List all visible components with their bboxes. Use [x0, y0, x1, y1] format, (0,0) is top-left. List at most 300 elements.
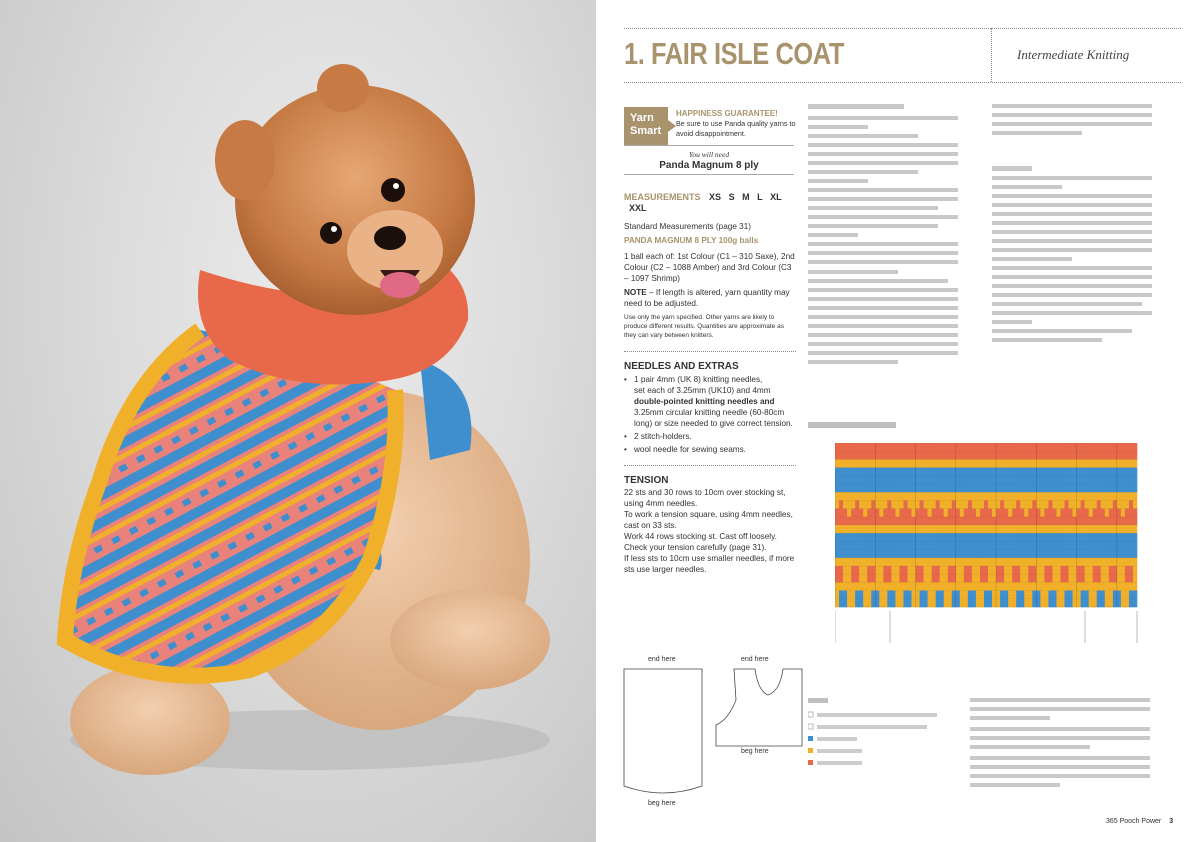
chart-cell: [1073, 525, 1077, 534]
chart-cell: [1097, 550, 1101, 559]
chart-cell: [1121, 591, 1125, 600]
chart-cell: [952, 566, 956, 575]
chart-cell: [1109, 574, 1113, 583]
chart-cell: [1101, 574, 1105, 583]
chart-cell: [1048, 599, 1052, 608]
chart-cell: [988, 582, 992, 591]
chart-cell: [1032, 451, 1036, 460]
chart-cell: [916, 558, 920, 567]
chart-cell: [992, 509, 996, 517]
chart-cell: [976, 533, 980, 542]
chart-cell: [1052, 476, 1056, 485]
chart-cell: [1097, 525, 1101, 534]
chart-cell: [1117, 533, 1121, 542]
chart-cell: [1121, 443, 1125, 452]
chart-cell: [1073, 558, 1077, 567]
chart-cell: [843, 591, 847, 600]
chart-cell: [960, 476, 964, 485]
chart-cell: [1089, 517, 1093, 526]
chart-cell: [1036, 574, 1040, 583]
chart-cell: [1069, 509, 1073, 517]
chart-cell: [1065, 443, 1069, 452]
chart-cell: [1073, 591, 1077, 600]
chart-cell: [920, 541, 924, 550]
chart-cell: [964, 566, 968, 575]
chart-cell: [912, 509, 916, 517]
chart-cell: [891, 492, 895, 501]
chart-cell: [1004, 517, 1008, 526]
chart-cell: [996, 582, 1000, 591]
chart-cell: [867, 533, 871, 542]
chart-cell: [1065, 484, 1069, 493]
chart-cell: [1129, 574, 1133, 583]
chart-cell: [903, 500, 907, 509]
chart-cell: [879, 550, 883, 559]
chart-cell: [924, 566, 928, 575]
chart-cell: [1101, 484, 1105, 493]
chart-cell: [948, 582, 952, 591]
chart-cell: [1040, 541, 1044, 550]
chart-cell: [940, 566, 944, 575]
chart-cell: [960, 533, 964, 542]
chart-cell: [936, 517, 940, 526]
chart-cell: [1040, 574, 1044, 583]
chart-cell: [1081, 517, 1085, 526]
chart-cell: [952, 451, 956, 460]
chart-cell: [1032, 509, 1036, 517]
chart-cell: [1073, 509, 1077, 517]
chart-cell: [1077, 484, 1081, 493]
chart-cell: [855, 541, 859, 550]
chart-cell: [1060, 468, 1064, 477]
chart-cell: [980, 476, 984, 485]
chart-cell: [863, 484, 867, 493]
chart-cell: [928, 476, 932, 485]
chart-cell: [1109, 476, 1113, 485]
chart-cell: [1060, 509, 1064, 517]
chart-cell: [1113, 582, 1117, 591]
note-label: NOTE: [624, 288, 647, 297]
chart-cell: [871, 525, 875, 534]
chart-cell: [1093, 533, 1097, 542]
chart-cell: [859, 574, 863, 583]
chart-cell: [851, 574, 855, 583]
chart-cell: [952, 500, 956, 509]
needle-item-1-bold: double-pointed knitting needles and: [634, 397, 775, 406]
chart-cell: [916, 541, 920, 550]
chart-cell: [1117, 541, 1121, 550]
chart-cell: [996, 459, 1000, 468]
chart-cell: [1052, 599, 1056, 608]
chart-cell: [891, 591, 895, 600]
chart-cell: [928, 451, 932, 460]
chart-cell: [972, 550, 976, 559]
chart-cell: [839, 582, 843, 591]
chart-cell: [863, 517, 867, 526]
chart-cell: [883, 509, 887, 517]
chart-cell: [1097, 468, 1101, 477]
chart-cell: [843, 574, 847, 583]
chart-cell: [859, 492, 863, 501]
chart-cell: [907, 476, 911, 485]
chart-cell: [976, 558, 980, 567]
chart-cell: [912, 525, 916, 534]
chart-cell: [1004, 550, 1008, 559]
chart-cell: [1117, 566, 1121, 575]
chart-cell: [1065, 574, 1069, 583]
chart-cell: [1056, 566, 1060, 575]
chart-key: [808, 698, 958, 778]
chart-cell: [895, 500, 899, 509]
chart-cell: [859, 517, 863, 526]
chart-cell: [992, 525, 996, 534]
pattern-title: 1. FAIR ISLE COAT: [624, 36, 844, 71]
chart-cell: [1101, 533, 1105, 542]
chart-cell: [1000, 558, 1004, 567]
chart-cell: [887, 468, 891, 477]
chart-cell: [1000, 591, 1004, 600]
chart-cell: [871, 517, 875, 526]
chart-cell: [899, 525, 903, 534]
chart-cell: [936, 443, 940, 452]
chart-cell: [944, 451, 948, 460]
chart-cell: [968, 443, 972, 452]
chart-cell: [920, 484, 924, 493]
chart-cell: [1040, 599, 1044, 608]
chart-cell: [928, 558, 932, 567]
chart-cell: [992, 484, 996, 493]
chart-cell: [960, 558, 964, 567]
chart-cell: [956, 492, 960, 501]
chart-cell: [879, 533, 883, 542]
chart-cell: [907, 541, 911, 550]
chart-cell: [895, 566, 899, 575]
chart-cell: [887, 443, 891, 452]
chart-cell: [1004, 443, 1008, 452]
chart-cell: [948, 525, 952, 534]
chart-cell: [907, 550, 911, 559]
chart-cell: [835, 582, 839, 591]
chart-cell: [903, 443, 907, 452]
chart-cell: [976, 443, 980, 452]
chart-cell: [863, 574, 867, 583]
chart-cell: [916, 451, 920, 460]
chart-cell: [944, 484, 948, 493]
chart-cell: [1020, 541, 1024, 550]
chart-cell: [1028, 443, 1032, 452]
chart-cell: [887, 558, 891, 567]
chart-cell: [1016, 533, 1020, 542]
chart-cell: [1052, 517, 1056, 526]
chart-cell: [1044, 533, 1048, 542]
yarn-smart-badge: [624, 107, 668, 145]
chart-cell: [867, 509, 871, 517]
chart-cell: [988, 558, 992, 567]
chart-cell: [1085, 459, 1089, 468]
chart-cell: [1012, 484, 1016, 493]
chart-cell: [895, 517, 899, 526]
chart-cell: [1016, 459, 1020, 468]
chart-cell: [879, 517, 883, 526]
chart-cell: [851, 459, 855, 468]
chart-cell: [1117, 582, 1121, 591]
chart-cell: [948, 459, 952, 468]
chart-cell: [891, 525, 895, 534]
chart-cell: [1028, 591, 1032, 600]
chart-cell: [855, 525, 859, 534]
chart-cell: [1109, 451, 1113, 460]
column-right-text: [992, 104, 1162, 374]
chart-cell: [1121, 500, 1125, 509]
chart-cell: [1069, 500, 1073, 509]
chart-cell: [1032, 443, 1036, 452]
chart-cell: [1085, 476, 1089, 485]
chart-cell: [1020, 517, 1024, 526]
chart-cell: [960, 492, 964, 501]
chart-cell: [972, 443, 976, 452]
chart-cell: [1048, 500, 1052, 509]
chart-cell: [835, 591, 839, 600]
chart-cell: [1133, 574, 1137, 583]
chart-cell: [924, 525, 928, 534]
chart-cell: [924, 443, 928, 452]
chart-cell: [1081, 558, 1085, 567]
chart-cell: [1056, 484, 1060, 493]
chart-cell: [1117, 558, 1121, 567]
chart-cell: [1065, 459, 1069, 468]
chart-cell: [1069, 550, 1073, 559]
chart-cell: [903, 476, 907, 485]
chart-cell: [887, 550, 891, 559]
title-rule: [624, 82, 1181, 83]
garment-schematic: [618, 650, 818, 820]
chart-cell: [1093, 492, 1097, 501]
chart-cell: [1081, 509, 1085, 517]
chart-cell: [984, 541, 988, 550]
chart-cell: [1129, 484, 1133, 493]
chart-cell: [1097, 500, 1101, 509]
chart-cell: [960, 574, 964, 583]
chart-cell: [899, 492, 903, 501]
chart-cell: [912, 468, 916, 477]
chart-cell: [992, 443, 996, 452]
page-footer: [1106, 818, 1173, 825]
chart-cell: [1012, 500, 1016, 509]
chart-cell: [1004, 558, 1008, 567]
chart-cell: [895, 451, 899, 460]
chart-cell: [980, 533, 984, 542]
chart-cell: [940, 500, 944, 509]
chart-cell: [936, 476, 940, 485]
chart-cell: [1117, 443, 1121, 452]
chart-cell: [1032, 582, 1036, 591]
chart-grid: [835, 443, 1137, 607]
chart-cell: [891, 599, 895, 608]
chart-cell: [956, 476, 960, 485]
chart-cell: [1117, 509, 1121, 517]
chart-cell: [855, 509, 859, 517]
chart-cell: [1052, 451, 1056, 460]
chart-cell: [1113, 591, 1117, 600]
chart-cell: [940, 558, 944, 567]
chart-cell: [1012, 525, 1016, 534]
chart-cell: [952, 443, 956, 452]
chart-cell: [1052, 574, 1056, 583]
chart-cell: [1016, 443, 1020, 452]
chart-cell: [1000, 443, 1004, 452]
chart-cell: [1044, 484, 1048, 493]
chart-cell: [992, 517, 996, 526]
chart-cell: [948, 591, 952, 600]
chart-cell: [1016, 591, 1020, 600]
chart-cell: [1048, 451, 1052, 460]
chart-cell: [1028, 492, 1032, 501]
chart-cell: [932, 451, 936, 460]
chart-cell: [1117, 492, 1121, 501]
chart-cell: [1065, 451, 1069, 460]
chart-cell: [883, 500, 887, 509]
needle-item-1c: 3.25mm circular knitting needle (60-80cm long) or size needed to give correct tension.: [634, 408, 793, 428]
chart-cell: [1036, 484, 1040, 493]
chart-cell: [887, 517, 891, 526]
chart-cell: [980, 517, 984, 526]
chart-cell: [851, 484, 855, 493]
chart-cell: [988, 459, 992, 468]
chart-cell: [899, 484, 903, 493]
chart-cell: [1044, 599, 1048, 608]
chart-cell: [899, 599, 903, 608]
chart-cell: [932, 484, 936, 493]
chart-cell: [952, 599, 956, 608]
chart-cell: [875, 582, 879, 591]
chart-cell: [1060, 492, 1064, 501]
chart-cell: [855, 484, 859, 493]
chart-cell: [1133, 468, 1137, 477]
key-swatch-c3: [808, 760, 813, 765]
chart-cell: [903, 517, 907, 526]
chart-cell: [928, 599, 932, 608]
chart-cell: [835, 558, 839, 567]
chart-cell: [1073, 541, 1077, 550]
chart-cell: [855, 533, 859, 542]
chart-cell: [1016, 541, 1020, 550]
chart-cell: [1036, 459, 1040, 468]
chart-cell: [992, 591, 996, 600]
chart-cell: [996, 500, 1000, 509]
chart-cell: [996, 558, 1000, 567]
chart-cell: [956, 459, 960, 468]
chart-cell: [1089, 459, 1093, 468]
chart-cell: [1065, 591, 1069, 600]
chart-cell: [1133, 484, 1137, 493]
chart-cell: [1129, 451, 1133, 460]
chart-cell: [851, 492, 855, 501]
chart-cell: [843, 459, 847, 468]
chart-cell: [903, 566, 907, 575]
chart-cell: [968, 558, 972, 567]
you-need-box: [624, 145, 794, 175]
chart-cell: [1129, 541, 1133, 550]
chart-cell: [879, 509, 883, 517]
chart-cell: [1085, 492, 1089, 501]
chart-cell: [1008, 451, 1012, 460]
size-xl: XL: [770, 192, 782, 202]
chart-cell: [1008, 541, 1012, 550]
chart-cell: [887, 582, 891, 591]
chart-cell: [1048, 525, 1052, 534]
chart-cell: [1085, 591, 1089, 600]
chart-cell: [1097, 492, 1101, 501]
chart-cell: [1129, 558, 1133, 567]
chart-cell: [1024, 484, 1028, 493]
chart-cell: [1113, 517, 1117, 526]
chart-cell: [924, 541, 928, 550]
chart-cell: [1004, 574, 1008, 583]
chart-cell: [956, 566, 960, 575]
chart-cell: [1093, 591, 1097, 600]
chart-cell: [847, 574, 851, 583]
chart-cell: [912, 517, 916, 526]
chart-cell: [1129, 566, 1133, 575]
chart-cell: [1129, 468, 1133, 477]
chart-cell: [847, 582, 851, 591]
chart-cell: [988, 599, 992, 608]
chart-cell: [1040, 468, 1044, 477]
chart-cell: [924, 509, 928, 517]
chart-cell: [1012, 443, 1016, 452]
chart-cell: [1044, 591, 1048, 600]
chart-cell: [1060, 599, 1064, 608]
chart-cell: [1089, 500, 1093, 509]
chart-cell: [851, 525, 855, 534]
chart-cell: [988, 509, 992, 517]
chart-cell: [984, 509, 988, 517]
chart-cell: [1125, 468, 1129, 477]
chart-cell: [1048, 582, 1052, 591]
chart-cell: [1089, 443, 1093, 452]
chart-cell: [912, 591, 916, 600]
chart-cell: [948, 517, 952, 526]
chart-cell: [912, 443, 916, 452]
chart-cell: [1073, 500, 1077, 509]
chart-cell: [855, 459, 859, 468]
chart-cell: [887, 500, 891, 509]
chart-cell: [1073, 550, 1077, 559]
chart-cell: [855, 591, 859, 600]
chart-cell: [875, 541, 879, 550]
badge-line2: Smart: [630, 125, 662, 137]
chart-cell: [1101, 476, 1105, 485]
chart-cell: [932, 558, 936, 567]
chart-cell: [1040, 500, 1044, 509]
chart-cell: [1008, 484, 1012, 493]
chart-cell: [863, 468, 867, 477]
chart-cell: [863, 591, 867, 600]
chart-cell: [891, 582, 895, 591]
chart-cell: [924, 468, 928, 477]
chart-cell: [903, 591, 907, 600]
chart-cell: [964, 451, 968, 460]
chart-cell: [1081, 500, 1085, 509]
chart-cell: [835, 468, 839, 477]
chart-cell: [863, 451, 867, 460]
chart-cell: [952, 459, 956, 468]
chart-cell: [847, 484, 851, 493]
chart-cell: [1016, 566, 1020, 575]
chart-cell: [1073, 492, 1077, 501]
chart-cell: [964, 550, 968, 559]
chart-cell: [1121, 550, 1125, 559]
